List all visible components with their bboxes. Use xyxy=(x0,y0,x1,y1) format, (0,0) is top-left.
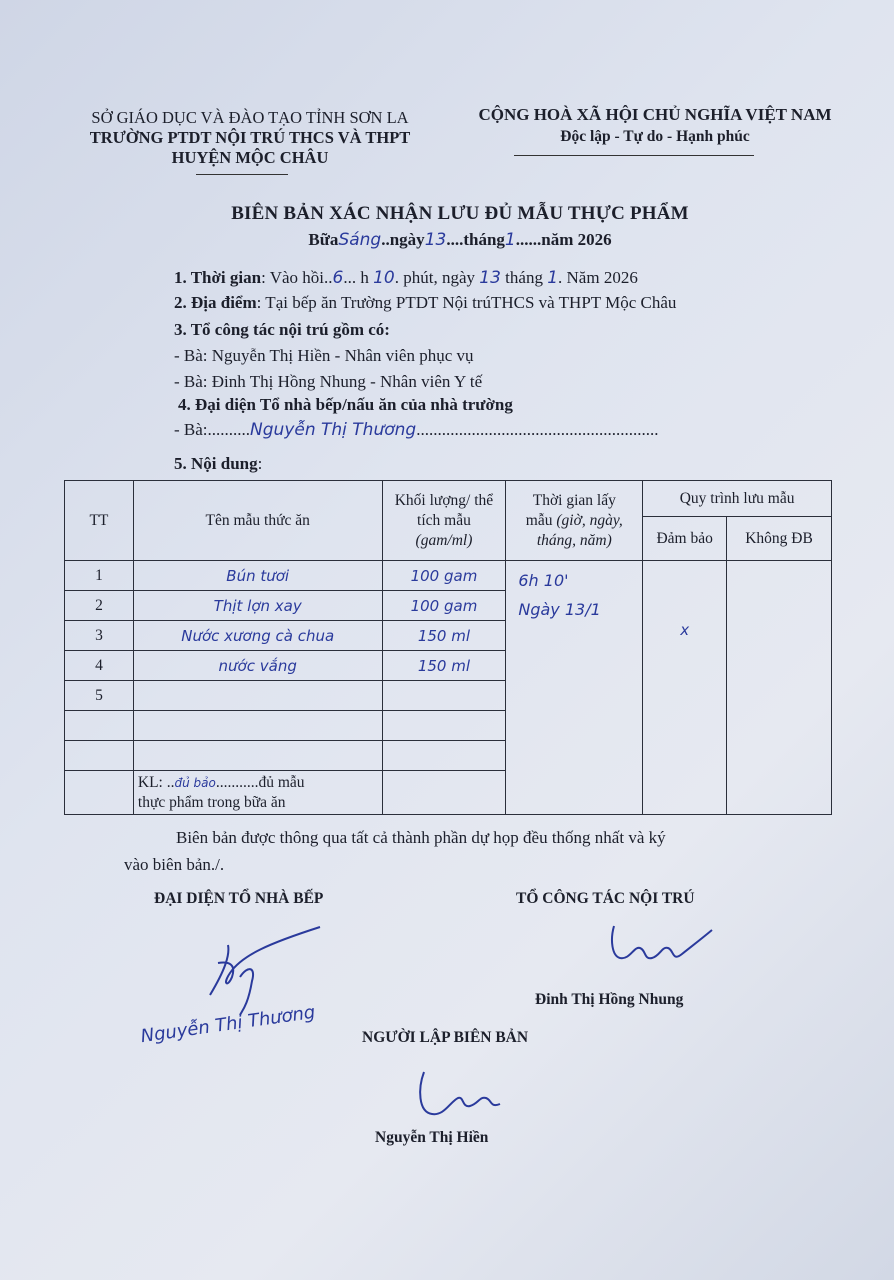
meal-label: Bữa xyxy=(308,230,339,249)
row-weight: 150 ml xyxy=(382,651,506,681)
team-label: 3. Tổ công tác nội trú gồm có: xyxy=(174,320,390,339)
row-weight xyxy=(382,681,506,711)
header-time-line1: Thời gian lấy xyxy=(532,491,616,509)
sign-bottom-title: NGƯỜI LẬP BIÊN BẢN xyxy=(362,1029,529,1046)
item-kitchen-rep xyxy=(178,393,513,417)
time-value-hour: 6h 10' xyxy=(518,571,569,590)
row-food-name xyxy=(133,741,382,771)
row-weight xyxy=(382,711,506,741)
header-time-unit2: tháng, năm) xyxy=(536,531,612,549)
date-day-value: 13 xyxy=(479,268,501,288)
not-ok-cell xyxy=(727,561,832,815)
sign-left-title: ĐẠI DIỆN TỔ NHÀ BẾP xyxy=(154,890,324,907)
signature-right-image xyxy=(600,920,730,970)
country-name: CỘNG HOÀ XÃ HỘI CHỦ NGHĨA VIỆT NAM xyxy=(478,105,832,124)
year-text: . Năm 2026 xyxy=(558,268,638,287)
row-food-name: Nước xương cà chua xyxy=(133,621,382,651)
row-food-name xyxy=(133,711,382,741)
district-name: HUYỆN MỘC CHÂU xyxy=(171,148,329,167)
header-weight-line2: tích mẫu xyxy=(417,511,471,529)
conclusion-cell xyxy=(133,771,382,815)
team-member-1: - Bà: Nguyễn Thị Hiền - Nhân viên phục vụ xyxy=(174,346,474,365)
header-time-line2: mẫu xyxy=(525,511,553,529)
closing-line-1: Biên bản được thông qua tất cả thành phần dự họp đều thống nhất và ký xyxy=(176,828,666,847)
header-weight-line1: Khối lượng/ thể xyxy=(394,491,494,509)
header-left-underline xyxy=(196,174,288,175)
header-ok: Đảm bảo xyxy=(643,517,727,561)
time-text: : Vào hồi xyxy=(261,268,325,287)
kitchen-rep-name: Nguyễn Thị Thương xyxy=(250,420,417,440)
row-food-name: Thịt lợn xay xyxy=(133,591,382,621)
time-dots: .. xyxy=(324,268,333,287)
kitchen-rep-prefix: - Bà:.......... xyxy=(174,420,251,439)
header-not-ok: Không ĐB xyxy=(727,517,832,561)
document-subtitle xyxy=(60,230,860,250)
kl-line2: thực phẩm trong bữa ăn xyxy=(137,793,286,811)
closing-line-2: vào biên bản./. xyxy=(124,855,225,874)
content-colon: : xyxy=(257,454,263,473)
year-label: ......năm 2026 xyxy=(515,230,612,249)
time-cell xyxy=(506,561,643,815)
header-process: Quy trình lưu mẫu xyxy=(643,481,832,517)
time-value-date: Ngày 13/1 xyxy=(518,600,601,619)
header-right xyxy=(445,104,865,148)
kl-value: đủ bảo xyxy=(174,775,216,790)
content-label: 5. Nội dung xyxy=(174,454,258,473)
day-label: ..ngày xyxy=(381,230,425,249)
header-tt: TT xyxy=(65,481,134,561)
table-row xyxy=(65,561,832,591)
sign-bottom-name: Nguyễn Thị Hiền xyxy=(375,1129,489,1146)
kitchen-rep-label: 4. Đại diện Tổ nhà bếp/nấu ăn của nhà trường xyxy=(178,395,513,414)
location-label: 2. Địa điểm xyxy=(174,293,257,312)
row-weight xyxy=(382,741,506,771)
location-value: : Tại bếp ăn Trường PTDT Nội trúTHCS và THPT Mộc Châu xyxy=(256,293,677,312)
hour-value: 6 xyxy=(332,268,344,288)
header-food-name: Tên mẫu thức ăn xyxy=(133,481,382,561)
team-member-2: - Bà: Đinh Thị Hồng Nhung - Nhân viên Y tế xyxy=(174,372,483,391)
minute-suffix: . phút, ngày xyxy=(394,268,476,287)
sign-right-title: TỔ CÔNG TÁC NỘI TRÚ xyxy=(516,890,695,907)
kitchen-rep-suffix: ......................................................... xyxy=(416,420,659,439)
ok-cell xyxy=(643,561,727,815)
header-weight-unit: (gam/ml) xyxy=(415,531,473,549)
row-food-name xyxy=(133,681,382,711)
item-content xyxy=(174,452,262,476)
kitchen-rep-line xyxy=(174,418,658,442)
month-label: ....tháng xyxy=(446,230,505,249)
item-team xyxy=(174,318,482,394)
row-tt: 1 xyxy=(65,561,134,591)
row-tt: 3 xyxy=(65,621,134,651)
meal-value: Sáng xyxy=(338,230,382,250)
header-weight xyxy=(382,481,506,561)
row-weight: 100 gam xyxy=(382,591,506,621)
conclusion-tt xyxy=(65,771,134,815)
month-value: 1 xyxy=(504,230,516,250)
sign-left-hand-name: Nguyễn Thị Thương xyxy=(139,1001,317,1048)
ok-mark: x xyxy=(680,621,690,639)
header-time-unit1: (giờ, ngày, xyxy=(556,511,623,529)
item-location xyxy=(174,291,676,315)
header-right-underline xyxy=(514,155,754,156)
kl-prefix: KL: .. xyxy=(137,773,175,791)
row-tt: 4 xyxy=(65,651,134,681)
ministry-name: SỞ GIÁO DỤC VÀ ĐÀO TẠO TỈNH SƠN LA xyxy=(91,108,409,127)
date-month-value: 1 xyxy=(547,268,559,288)
motto: Độc lập - Tự do - Hạnh phúc xyxy=(560,128,750,145)
header-left xyxy=(70,108,430,168)
month-text: tháng xyxy=(505,268,543,287)
row-weight: 150 ml xyxy=(382,621,506,651)
row-tt xyxy=(65,711,134,741)
row-tt: 5 xyxy=(65,681,134,711)
signature-bottom-image xyxy=(410,1068,510,1123)
conclusion-weight xyxy=(382,771,506,815)
row-tt: 2 xyxy=(65,591,134,621)
document-title: BIÊN BẢN XÁC NHẬN LƯU ĐỦ MẪU THỰC PHẨM xyxy=(231,203,689,224)
header-time xyxy=(506,481,643,561)
row-food-name: Bún tươi xyxy=(133,561,382,591)
row-tt xyxy=(65,741,134,771)
item-time xyxy=(174,266,638,290)
sample-table xyxy=(64,480,832,815)
school-name: TRƯỜNG PTDT NỘI TRÚ THCS VÀ THPT xyxy=(89,128,411,147)
time-label: 1. Thời gian xyxy=(174,268,262,287)
day-value: 13 xyxy=(424,230,447,250)
sign-right-name: Đinh Thị Hồng Nhung xyxy=(535,991,684,1008)
kl-suffix: ...........đủ mẫu xyxy=(215,773,305,791)
minute-value: 10 xyxy=(373,268,395,288)
row-food-name: nước vắng xyxy=(133,651,382,681)
hour-suffix: ... h xyxy=(343,268,369,287)
row-weight: 100 gam xyxy=(382,561,506,591)
